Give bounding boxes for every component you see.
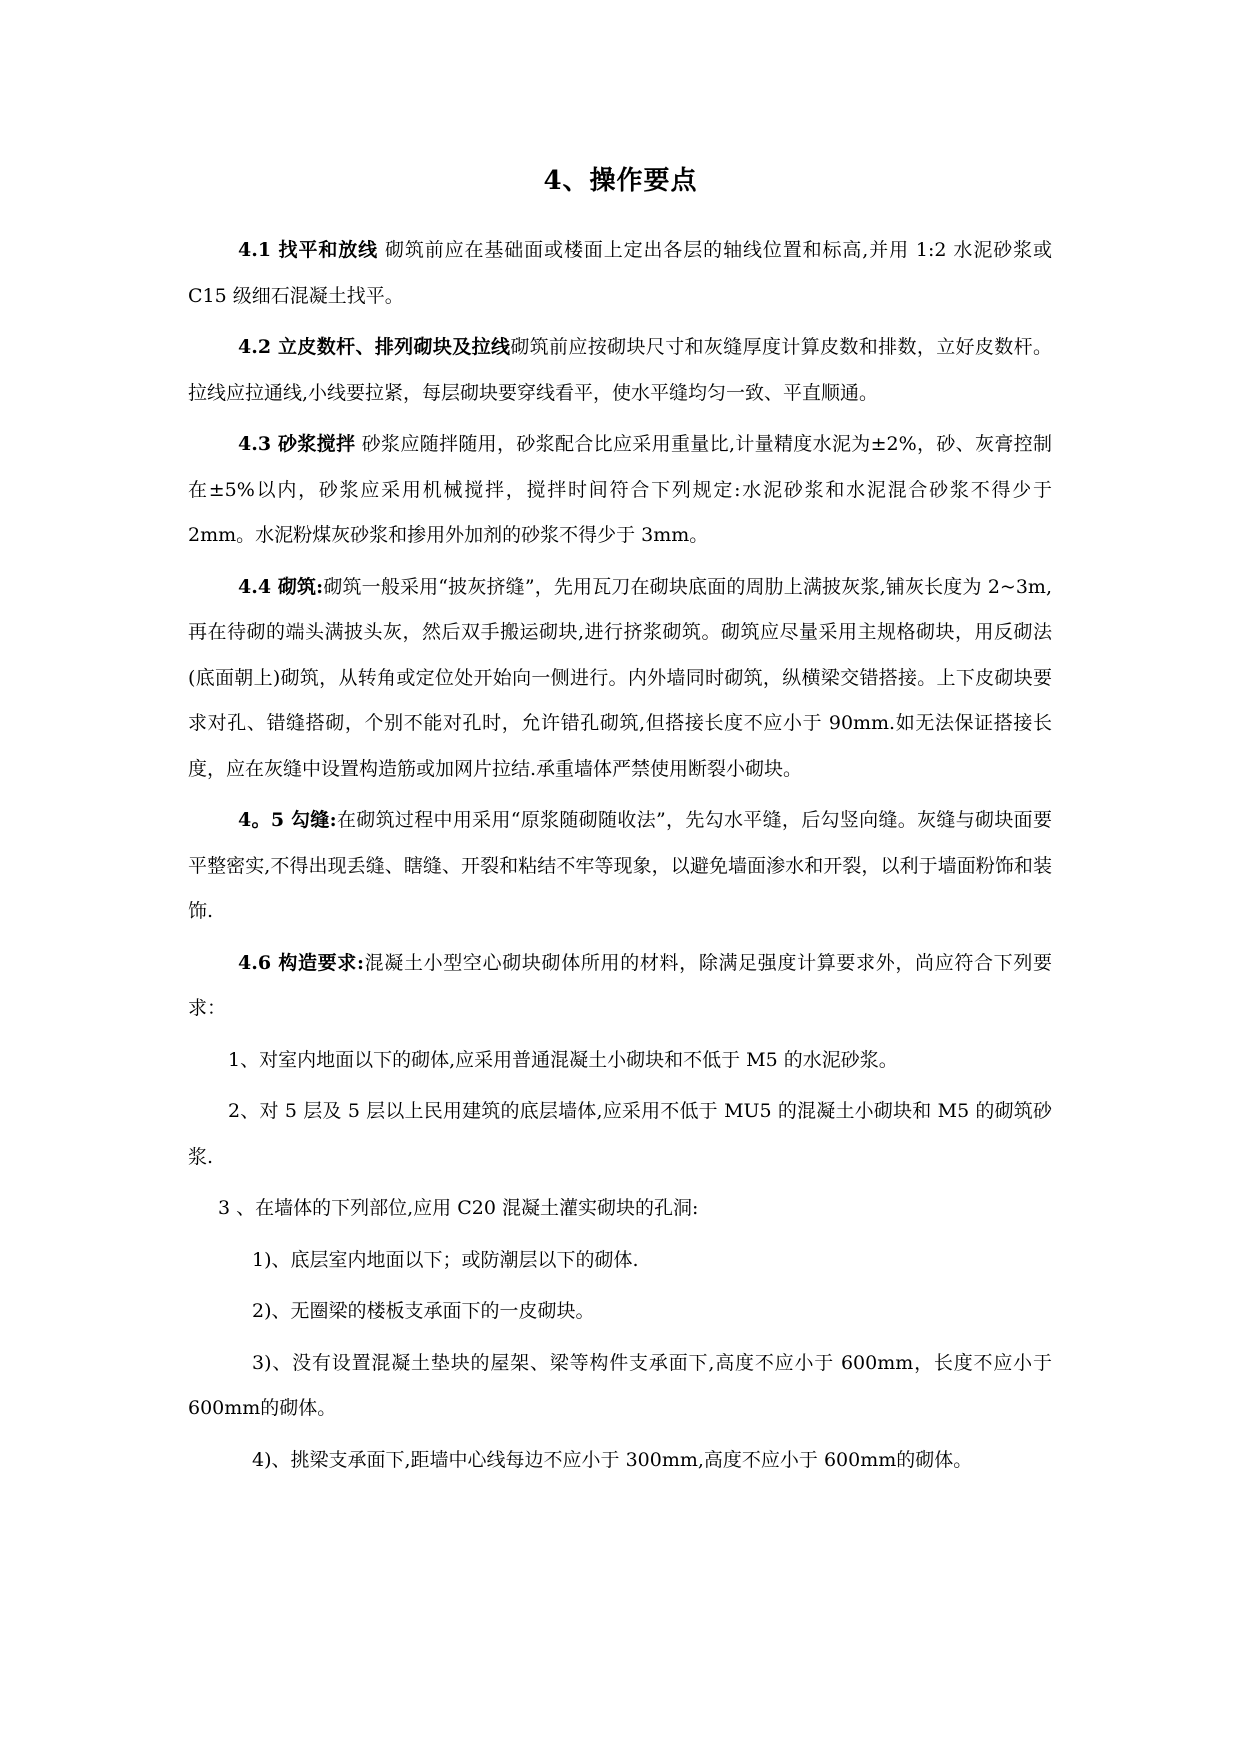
sub-list-item: 4)、挑梁支承面下,距墙中心线每边不应小于 300mm,高度不应小于 600mm的砌体。 — [252, 1448, 973, 1471]
section-text: 砌筑前应在基础面或楼面上定出各层的轴线位置和标高,并用 1:2 水泥砂浆或 C15 级细石混凝土找平。 — [188, 239, 1052, 307]
sub-list-item: 1)、底层室内地面以下；或防潮层以下的砌体. — [252, 1248, 639, 1271]
section-text: 砂浆应随拌随用，砂浆配合比应采用重量比,计量精度水泥为±2%，砂、灰膏控制在±5%以内，砂浆应采用机械搅拌，搅拌时间符合下列规定:水泥砂浆和水泥混合砂浆不得少于 2mm。水泥粉煤灰砂浆和掺用外加剂的砂浆不得少于 3mm。 — [188, 433, 1052, 546]
section-heading: 4.3 砂浆搅拌 — [238, 433, 356, 455]
section-4-2 — [188, 325, 1052, 416]
section-text: 混凝土小型空心砌块砌体所用的材料，除满足强度计算要求外，尚应符合下列要求： — [188, 951, 1052, 1019]
list-item: 3 、在墙体的下列部位,应用 C20 混凝土灌实砌块的孔洞: — [218, 1197, 699, 1219]
section-text: 砌筑前应按砌块尺寸和灰缝厚度计算皮数和排数，立好皮数杆。拉线应拉通线,小线要拉紧，每层砌块要穿线看平，使水平缝均匀一致、平直顺通。 — [188, 336, 1052, 404]
section-text: 砌筑一般采用“披灰挤缝”，先用瓦刀在砌块底面的周肋上满披灰浆,铺灰长度为 2~3m,再在待砌的端头满披头灰，然后双手搬运砌块,进行挤浆砌筑。砌筑应尽量采用主规格砌块，用反砌法(底面朝上)砌筑，从转角或定位处开始向一侧进行。内外墙同时砌筑，纵横梁交错搭接。上下皮砌块要求对孔、错缝搭砌，个别不能对孔时，允许错孔砌筑,但搭接长度不应小于 90mm.如无法保证搭接长度，应在灰缝中设置构造筋或加网片拉结.承重墙体严禁使用断裂小砌块。 — [188, 575, 1052, 780]
section-4-6 — [188, 941, 1052, 1032]
page-title: 4、操作要点 — [543, 166, 698, 196]
section-heading: 4.6 构造要求: — [238, 951, 364, 974]
section-4-5 — [188, 798, 1052, 935]
section-heading: 4。5 勾缝: — [238, 809, 337, 831]
section-heading: 4.4 砌筑: — [238, 575, 324, 598]
document-body — [188, 228, 1052, 1489]
section-4-1 — [188, 228, 1052, 319]
section-4-4 — [188, 565, 1052, 793]
section-heading: 4.1 找平和放线 — [238, 239, 379, 261]
section-4-3 — [188, 422, 1052, 559]
section-heading: 4.2 立皮数杆、排列砌块及拉线 — [238, 336, 511, 358]
section-text: 在砌筑过程中用采用“原浆随砌随收法”，先勾水平缝，后勾竖向缝。灰缝与砌块面要平整密实,不得出现丢缝、瞎缝、开裂和粘结不牢等现象，以避免墙面渗水和开裂，以利于墙面粉饰和装饰. — [188, 809, 1052, 922]
sub-list-item: 3)、没有设置混凝土垫块的屋架、梁等构件支承面下,高度不应小于 600mm，长度不应小于 600mm的砌体。 — [188, 1351, 1052, 1419]
sub-list-item: 2)、无圈梁的楼板支承面下的一皮砌块。 — [252, 1300, 595, 1322]
list-item: 2、对 5 层及 5 层以上民用建筑的底层墙体,应采用不低于 MU5 的混凝土小砌块和 M5 的砌筑砂浆. — [188, 1100, 1052, 1168]
list-item: 1、对室内地面以下的砌体,应采用普通混凝土小砌块和不低于 M5 的水泥砂浆。 — [228, 1048, 898, 1071]
